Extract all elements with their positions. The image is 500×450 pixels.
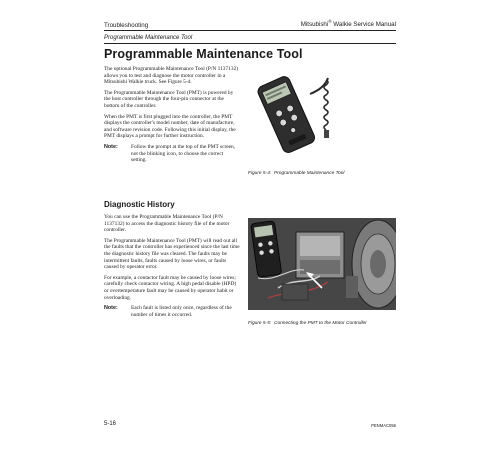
document-code: PENMAC056 — [371, 423, 396, 428]
brand-name: Mitsubishi — [300, 21, 329, 29]
pmt-device-photo — [248, 66, 350, 158]
note-text: Follow the prompt at the top of the PMT screen, not the blinking icon, to choose the correct setting. — [131, 143, 236, 164]
running-header-manual-title — [301, 19, 396, 28]
manual-title-rest: Walkie Service Manual — [331, 21, 396, 29]
figure-title: Programmable Maintenance Tool — [274, 171, 345, 176]
note-text: Each fault is listed only once, regardless of the number of times it occurred. — [131, 305, 232, 318]
figure-title: Connecting the PMT to the Motor Controller — [274, 321, 367, 326]
header-rule — [104, 30, 396, 31]
diagnostic-paragraph-2: The Programmable Maintenance Tool (PMT) will read out all the faults that the controller has experienced since the last time the diagnostic history file was cleared. The faults may be intermittent faults, faults caused by loose wires, or faults caused by operator error. — [104, 237, 240, 271]
diagnostic-history-heading: Diagnostic History — [104, 200, 175, 209]
intro-note — [104, 144, 240, 164]
figure-number: Figure 5-5: — [248, 321, 272, 326]
intro-paragraph-2: The Programmable Maintenance Tool (PMT) is powered by the host controller through the four-pin connector at the bottom of the controller. — [104, 89, 234, 109]
figure-5-4-caption — [248, 171, 344, 176]
note-label: Note: — [104, 305, 118, 312]
intro-paragraph-1: The optional Programmable Maintenance Tool (P/N 1137132) allows you to test and diagnose the motor controller in a Mitsubishi Walkie truck. See Figure 5-4. — [104, 66, 239, 86]
page-title: Programmable Maintenance Tool — [104, 47, 303, 61]
running-header-section: Troubleshooting — [104, 22, 149, 29]
intro-paragraph-3: When the PMT is first plugged into the controller, the PMT displays the controller's model number, date of manufacture, and software revision code. Following this initial display, the PMT displays a prompt for further instruction. — [104, 113, 236, 140]
diagnostic-text — [104, 214, 240, 322]
figure-5-5-caption — [248, 321, 367, 326]
diagnostic-paragraph-3: For example, a contactor fault may be caused by loose wires; carefully check contactor wiring. A high pedal disable (HPD) or overtemperature fault may be caused by operator habit or overloading. — [104, 274, 237, 301]
pmt-connection-photo — [248, 218, 396, 310]
section-label: Programmable Maintenance Tool — [104, 35, 193, 41]
section-rule — [104, 43, 396, 44]
figure-number: Figure 5-4: — [248, 171, 272, 176]
intro-text — [104, 66, 240, 168]
page-number: 5-16 — [104, 421, 117, 427]
note-label: Note: — [104, 143, 118, 150]
registered-mark: ® — [328, 19, 332, 24]
diagnostic-note — [104, 305, 240, 318]
diagnostic-paragraph-1: You can use the Programmable Maintenance Tool (P/N 1137132) to access the diagnostic history file of the motor controller. — [104, 214, 230, 234]
